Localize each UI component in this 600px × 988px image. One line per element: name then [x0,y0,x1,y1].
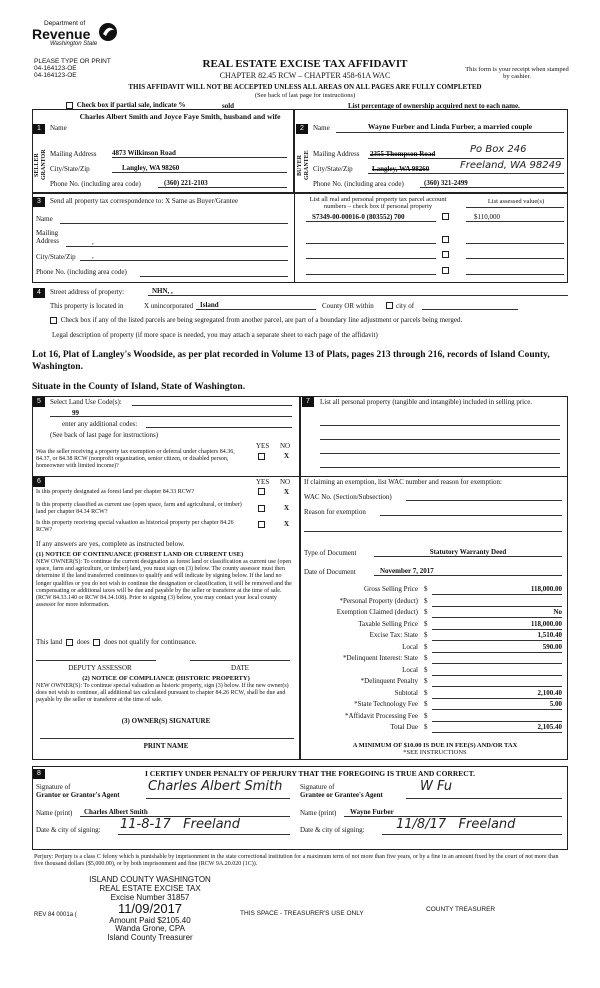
fee-row [300,689,568,700]
pp-line-4 [320,467,560,468]
fee-value [432,712,562,722]
county-value: Island [196,301,316,310]
stamp-treasurer-title: Island County Treasurer [107,933,193,943]
send-correspondence-value: X Same as Buyer/Grantee [165,197,238,205]
if-yes-text: If any answers are yes, complete as instructed below. [36,540,185,548]
parcel-3-line [306,258,436,259]
segregated-label: Check box if any of the listed parcels are being segregated from another parcel, are part of a boundary line adjustment or parcels being merged. [60,316,463,324]
unincorporated-label: X unincorporated [144,302,194,310]
grantee-print-label: Name (print) [300,809,337,817]
reason-label: Reason for exemption [304,508,366,516]
fee-label: Local [402,642,418,651]
seller-name: Charles Albert Smith and Joyce Faye Smith, husband and wife [79,112,281,121]
land-use-label: Select Land Use Code(s): [50,398,122,406]
fee-label: *Affidavit Processing Fee [345,711,418,720]
buyer-side-label: BUYER GRANTEE [297,150,310,180]
wac-label: WAC No. (Section/Subsection) [304,493,392,501]
fee-dollar: $ [424,608,428,616]
current-use-question: Is this property classified as current use (open space, farm and agricultural, or timber) land per chapter 84.34 RCW? [36,502,242,515]
land-use-code: 99 [72,409,79,417]
s3-name-label: Name [36,215,53,223]
grantor-date-city: 11-8-17 Freeland [120,817,241,832]
sold-label: sold [222,102,235,110]
partial-sale-label: Check box if partial sale, indicate % [76,101,186,109]
receipt-note: This form is your receipt when stamped by cashier. [465,66,569,81]
fee-dollar: $ [424,654,428,662]
fee-row [300,608,568,619]
does-checkbox[interactable] [66,639,73,646]
fee-row [300,643,568,654]
section-5-number: 5 [33,397,45,407]
fee-label: Local [402,665,418,674]
stamp-line-2: REAL ESTATE EXCISE TAX [99,883,201,893]
owner-signature-line [40,738,294,739]
forest-yes-checkbox[interactable] [258,488,265,495]
assessed-1: $110,000 [474,213,500,221]
segregated-checkbox[interactable] [50,317,57,324]
fee-dollar: $ [424,688,428,697]
minimum-due: A MINIMUM OF $10.00 IS DUE IN FEE(S) AND/OR TAX [352,742,518,749]
grantor-sig-label-2: Grantor or Grantor's Agent [36,791,120,799]
exemption-no-answer: X [284,452,290,460]
grantee-signature: W Fu [420,779,453,794]
fee-row [300,585,568,596]
deputy-date-line [190,660,290,661]
print-name-label: PRINT NAME [143,742,189,750]
form-title: REAL ESTATE EXCISE TAX AFFIDAVIT [202,58,408,70]
send-correspondence [50,197,238,205]
form-warning: THIS AFFIDAVIT WILL NOT BE ACCEPTED UNLESS ALL AREAS ON ALL PAGES ARE FULLY COMPLETED [128,83,482,91]
s3-mailing-value: , [92,238,94,246]
pct-ownership-label: List percentage of ownership acquired next to each name. [348,102,520,110]
wac-line [406,500,562,501]
seller-mailing-label: Mailing Address [50,150,97,158]
fee-row [300,597,568,608]
grantee-sig-line [406,798,562,799]
grantee-sig-label-2: Grantee or Grantee's Agent [300,791,383,799]
deputy-assessor-label: DEPUTY ASSESSOR [68,664,132,672]
fee-row [300,620,568,631]
s3-mailing-line [66,246,288,247]
street-address: NHN, , [148,287,568,296]
fee-row [300,654,568,665]
dor-logo [32,20,122,58]
parcel-1: S7349-00-00016-0 (803552) 700 [312,213,405,221]
fee-label: Excise Tax: State [369,631,418,639]
fee-label: Subtotal [394,688,418,697]
historic-question: Is this property receiving special valuation as historical property per chapter 84.26 RCW? [36,520,234,533]
s3-name-line [60,223,288,224]
fee-dollar: $ [424,677,428,685]
assessed-2-line [466,243,564,244]
section-6-number: 6 [33,477,45,487]
parcel-4-checkbox[interactable] [442,267,449,274]
fee-value [432,677,562,687]
s3-phone-line [140,276,288,277]
fee-row [300,723,568,734]
fee-value: 1,510.40 [432,631,562,641]
does-not-checkbox[interactable] [93,639,100,646]
assessed-header-line [466,207,564,208]
assessed-4-line [466,274,564,275]
fee-label: Total Due [390,723,418,731]
s3-city-label: City/State/Zip [36,253,76,261]
partial-sale-row [64,101,185,109]
parcel-2-checkbox[interactable] [442,236,449,243]
doc-type: Statutory Warranty Deed [374,548,562,557]
fee-value: 590.00 [432,643,562,653]
parcel-1-line [306,221,436,222]
fee-label: *Personal Property (deduct) [339,596,418,605]
dor-logo-line3: Washington State [50,41,98,47]
seller-mailing: 4873 Wilkinson Road [112,149,287,158]
partial-sale-checkbox[interactable] [66,102,73,109]
land-use-line-top [132,405,292,406]
continuance-row [36,638,196,646]
buyer-name: Wayne Furber and Linda Furber, a married couple [336,123,564,133]
grantor-signature: Charles Albert Smith [148,779,283,794]
s3-mailing-label: Mailing Address [36,229,59,246]
deputy-line [36,660,156,661]
fee-value: No [432,608,562,618]
fee-dollar: $ [424,596,428,605]
does-not-label: does not qualify for continuance. [104,638,197,646]
legal-label: Legal description of property (if more space is needed, you may attach a separate sheet to each page of the affidavit) [52,331,378,339]
buyer-mailing-underline [368,158,564,159]
grantor-print-name: Charles Albert Smith [80,808,290,817]
seller-phone-label: Phone No. (including area code) [50,180,141,188]
fee-dollar: $ [424,665,428,674]
additional-codes-label: enter any additional codes: [62,420,138,428]
grantor-date-line [118,834,290,835]
historic-no-answer: X [284,520,290,528]
please-type: PLEASE TYPE OR PRINT [34,58,111,65]
notice-1-body: NEW OWNER(S): To continue the current designation as forest land or classification as current use (open space, farm and agriculture, or timber) land, you must sign on (3) below. The county assessor must then determine if the land transferred continues to qualify and will indicate by signing below. If the land no longer qualifies or you do not wish to continue the designation or classification, it will be removed and the compensating or additional taxes will be due and payable by the seller or transferor at the time of sale. (RCW 84.33.140 or RCW 84.34.108). Prior to signing (3) below, you may contact your local county assessor for more information. [36,559,292,609]
grantee-sig-label-1: Signature of [300,783,335,791]
buyer-city-handwritten: Freeland, WA 98249 [460,160,562,171]
notice-2-body: NEW OWNER(S): To continue special valuation as historic property, sign (3) below. If the new owner(s) does not wish to continue, all additional tax calculated pursuant to chapter 84.26 RCW, shall be due and payable by the seller or transferor at the time of sale. [36,683,289,704]
grantor-date-label: Date & city of signing: [36,826,101,834]
grantee-date-line [382,834,562,835]
fee-value: 118,000.00 [432,620,562,630]
stamp-amount: Amount Paid $2105.40 [109,915,191,925]
fee-label: Exemption Claimed (deduct) [336,608,418,616]
exemption-yes-checkbox[interactable] [258,453,265,460]
s6-yes-header: YES [256,478,270,486]
fee-value [432,666,562,676]
seller-city-label: City/State/Zip [50,165,90,173]
fee-value [432,597,562,607]
s3-city-value: , [92,252,94,260]
s3-phone-label: Phone No. (including area code) [36,268,127,276]
county-or-within: County OR within [322,302,374,310]
s7-divider [300,476,568,477]
section-3-divider [294,193,295,283]
section-4-number: 4 [33,288,45,298]
treasurer-use-only: THIS SPACE - TREASURER'S USE ONLY [240,910,364,917]
fee-dollar: $ [424,711,428,720]
parcel-header: List all real and personal property tax parcel account numbers – check box if personal property [309,196,447,211]
grantor-print-label: Name (print) [36,809,73,817]
dor-logo-line1: Department of [44,20,86,27]
fee-label: Taxable Selling Price [358,619,418,628]
fee-label: *Delinquent Penalty [360,677,418,685]
grantor-sig-line [146,798,290,799]
fee-label: *State Technology Fee [354,700,418,708]
doc-date-label: Date of Document [304,568,356,576]
certify-statement: I CERTIFY UNDER PENALTY OF PERJURY THAT THE FOREGOING IS TRUE AND CORRECT. [144,769,475,778]
land-use-code-line [50,416,292,417]
city-of-line [422,309,518,310]
stamp-treasurer-name: Wanda Grone, CPA [115,924,185,934]
buyer-phone-label: Phone No. (including area code) [313,180,404,188]
fee-value: 5.00 [432,700,562,710]
grantee-print-name: Wayne Furber [344,808,562,817]
dor-logo-line2: Revenue [32,26,91,42]
buyer-city-label: City/State/Zip [313,165,353,173]
see-instructions: *SEE INSTRUCTIONS [403,749,467,756]
fee-dollar: $ [424,723,428,731]
s6-no-header: NO [280,478,291,486]
section-7-number: 7 [302,397,314,407]
forest-question: Is this property designated as forest land per chapter 84.33 RCW? [36,489,195,495]
perjury-text: Perjury: Perjury is a class C felony which is punishable by imprisonment in the state correctional institution for a maximum term of not more than five years, or by a fine in an amount fixed by the court of not more than five thousand dollars ($5,000.00), or by both imprisonment and fine (RCW 9A.20.020 (1C)). [34,854,559,867]
current-use-no-answer: X [284,504,290,512]
doc-type-label: Type of Document [304,549,357,557]
historic-yes-checkbox[interactable] [258,521,265,528]
fee-value [432,654,562,664]
fee-label: Gross Selling Price [363,585,418,593]
fee-value: 118,000.00 [432,585,562,595]
grantee-date-city: 11/8/17 Freeland [396,817,516,832]
s5-s6-divider [32,476,300,477]
pp-line-2 [320,439,560,440]
s3-city-line [80,260,288,261]
seller-city: Langley, WA 98260 [112,164,287,173]
assessed-header: List assessed value(s) [487,198,545,205]
stamp-line-1: ISLAND COUNTY WASHINGTON [89,875,211,884]
parcel-1-checkbox[interactable] [442,213,449,220]
parcel-3-checkbox[interactable] [442,251,449,258]
fee-value: 2,105.40 [432,723,562,733]
send-correspondence-label: Send all property tax correspondence to: [50,197,164,205]
fee-row [300,700,568,711]
city-of-checkbox[interactable] [386,302,393,309]
seller-side-label: SELLER GRANTOR [34,149,47,181]
rev-number: REV 84 0001a ( [34,912,77,918]
fee-dollar: $ [424,619,428,628]
exemption-claim-label: If claiming an exemption, list WAC number and reason for exemption: [304,478,502,486]
pp-line-1 [320,425,560,426]
section-3-number: 3 [33,197,45,207]
section-8-number: 8 [33,769,45,779]
grantor-sig-label-1: Signature of [36,783,71,791]
doc-date: November 7, 2017 [374,567,562,576]
buyer-phone: (360) 321-2499 [420,179,564,188]
reason-line-2 [304,531,562,532]
fee-dollar: $ [424,585,428,593]
pp-line-3 [320,453,560,454]
form-number-2: 04-164123-OE [34,72,77,79]
deputy-date-label: DATE [231,664,249,672]
fee-dollar: $ [424,631,428,639]
section-2-number: 2 [296,124,308,134]
assessed-3-line [466,258,564,259]
segregated-row [48,316,568,324]
notice-2-title: (2) NOTICE OF COMPLIANCE (HISTORIC PROPERTY) [82,675,250,682]
this-land-label: This land [36,638,63,646]
does-label: does [76,638,90,646]
city-of-label: city of [396,302,415,310]
stamp-line-3: Excise Number 31857 [110,892,190,902]
fee-row [300,677,568,688]
owner-signature-label: (3) OWNER(S) SIGNATURE [121,717,211,725]
forest-no-answer: X [284,488,290,496]
fee-row [300,712,568,723]
parcel-4-line [306,274,436,275]
notice-1-title: (1) NOTICE OF CONTINUANCE (FOREST LAND OR CURRENT USE) [36,551,244,558]
personal-property-label: List all personal property (tangible and intangible) included in selling price. [320,398,533,406]
grantee-date-label: Date & city of signing: [300,826,365,834]
fee-label: *Delinquent Interest: State [342,654,418,662]
buyer-mailing-label: Mailing Address [313,150,360,158]
parcel-2-line [306,243,436,244]
assessed-1-line [466,221,564,222]
fee-value: 2,100.40 [432,689,562,699]
fee-dollar: $ [424,642,428,651]
s5-no-header: NO [280,442,291,450]
form-subtitle: CHAPTER 82.45 RCW – CHAPTER 458-61A WAC [219,71,391,80]
street-label: Street address of property: [50,288,125,296]
fee-row [300,666,568,677]
buyer-mailing-handwritten: Po Box 246 [470,144,527,155]
buyer-mailing-struck: 2355 Thompson Road [370,150,436,158]
treasurer-stamp [80,876,220,943]
seller-phone: (360) 221-2103 [158,179,287,188]
exemption-question: Was the seller receiving a property tax exemption or deferral under chapters 84.36, 84.37, or 84.38 RCW (nonprofit organization, senior citizen, or disabled person, homeowner with limited income)? [36,449,235,469]
stamp-date: 11/09/2017 [117,901,183,917]
form-number-1: 04-164123-OE [34,65,77,72]
s5-see-back: (See back of last page for instructions) [50,431,159,439]
additional-codes-line [146,427,292,428]
reason-line-1 [380,515,562,516]
fee-dollar: $ [424,700,428,708]
current-use-yes-checkbox[interactable] [258,505,265,512]
s5-yes-header: YES [256,442,270,450]
buyer-city-struck: Langley, WA 98260 [372,165,430,173]
buyer-city-underline [368,173,564,174]
county-treasurer-label: COUNTY TREASURER [426,906,496,913]
fee-table [300,585,568,735]
located-label: This property is located in [50,302,124,310]
section-1-number: 1 [33,124,45,134]
fee-row [300,631,568,642]
legal-description: Lot 16, Plat of Langley's Woodside, as per plat recorded in Volume 13 of Plats, pages 213 through 216, records of Island County, Washington. [32,350,550,373]
seller-name-label: Name [50,124,67,132]
buyer-name-label: Name [313,124,330,132]
see-back-header: (See back of last page for instructions) [254,92,356,99]
situate-line: Situate in the County of Island, State of Washington. [32,382,246,392]
dor-swirl-icon [98,22,118,42]
